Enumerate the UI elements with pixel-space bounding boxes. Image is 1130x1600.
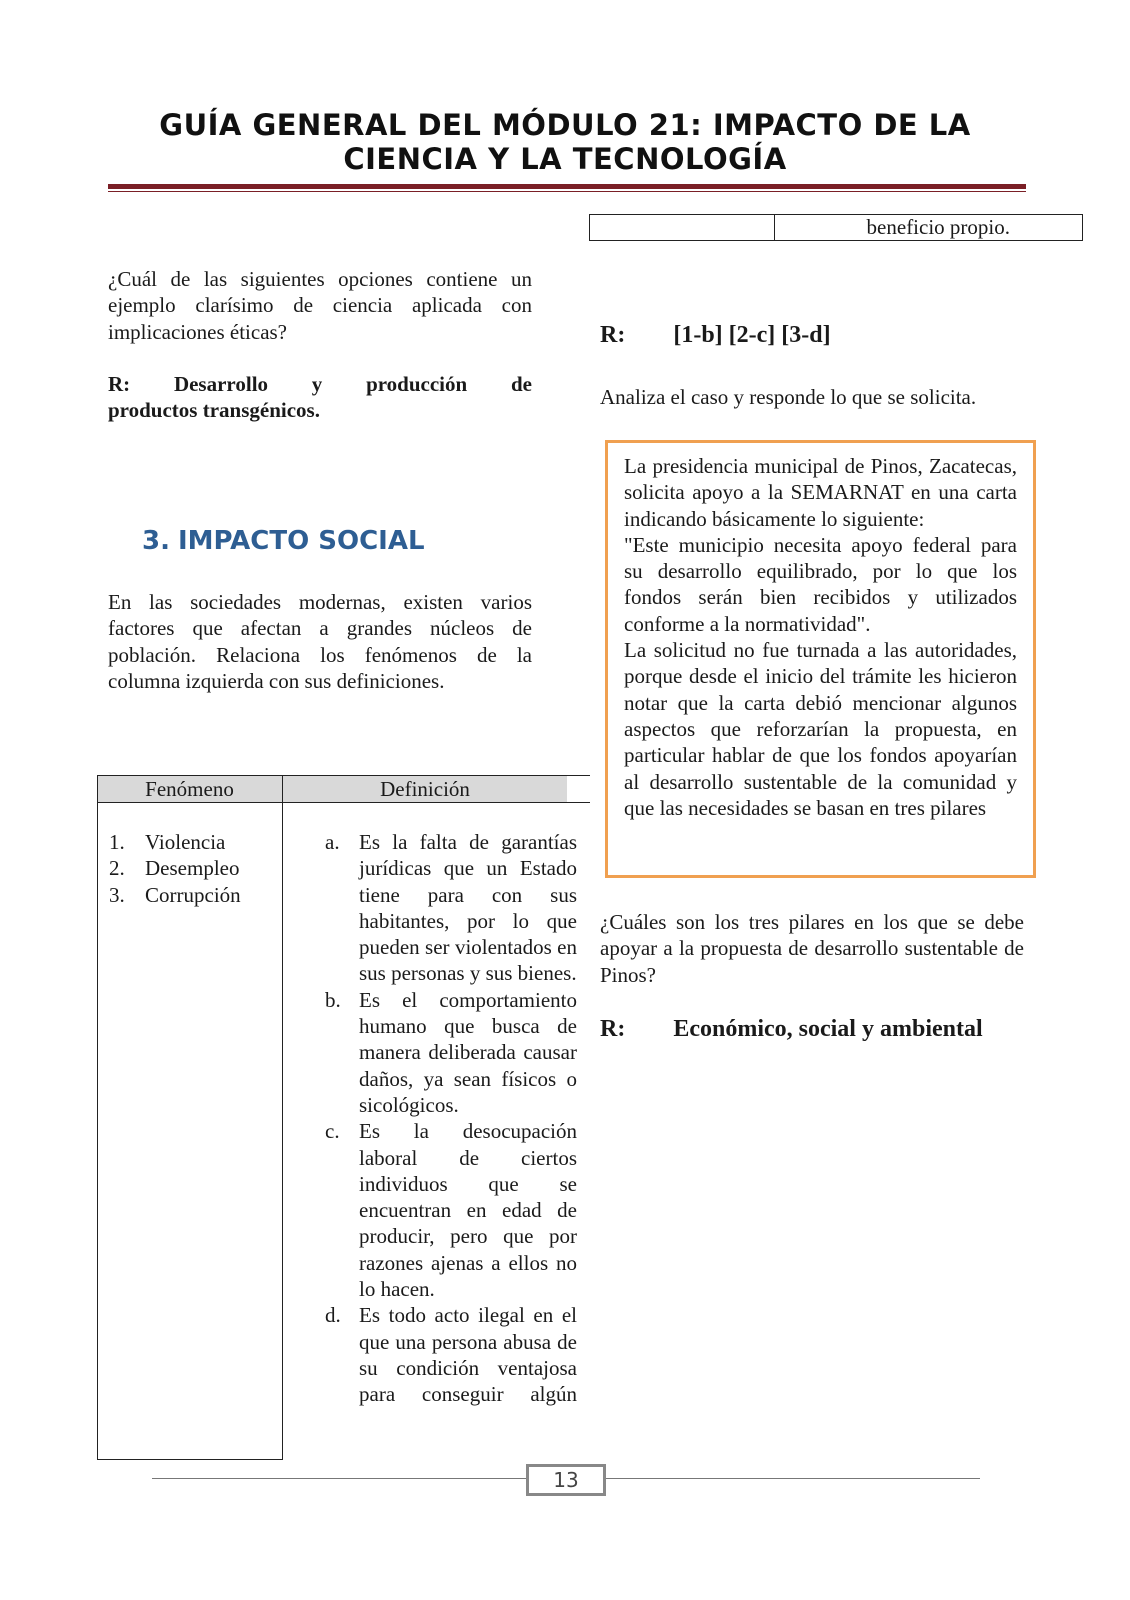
answer-3 [600, 1014, 983, 1044]
header-rule-thick [108, 184, 1026, 189]
list-item: a. Es la falta de garantías jurídicas que un Estado tiene para con sus habitantes, por lo que pueden ser violentados en sus personas y sus bienes. [325, 830, 577, 986]
case-paragraph-1: La presidencia municipal de Pinos, Zacatecas, solicita apoyo a la SEMARNAT en una carta indicando básicamente lo siguiente: [624, 454, 1017, 531]
list-item: 2. Desempleo [109, 856, 240, 881]
answer-2-value: [1-b] [2-c] [3-d] [673, 322, 831, 348]
section-number: 3. [142, 526, 170, 556]
table-cell: beneficio propio. [866, 215, 1010, 239]
question-3: ¿Cuáles son los tres pilares en los que se debe apoyar a la propuesta de desarrollo sustentable de Pinos? [600, 910, 1024, 987]
column-header-fenomeno: Fenómeno [145, 777, 234, 801]
column-header-definicion: Definición [380, 777, 470, 801]
section-heading [142, 526, 425, 556]
list-item: b. Es el comportamiento humano que busca de manera deliberada causar daños, ya sean físicos o sicológicos. [325, 987, 577, 1117]
table-border-left [97, 775, 98, 1460]
answer-3-label: R: [600, 1016, 626, 1042]
list-item: 1. Violencia [109, 830, 226, 854]
table-border-bottom [97, 1459, 283, 1460]
page-number: 13 [526, 1464, 606, 1496]
table-border-header [97, 802, 590, 803]
table-border-top [97, 775, 590, 776]
header-rule-thin [108, 191, 1026, 192]
continued-table-row [589, 214, 1083, 241]
case-paragraph-2: "Este municipio necesita apoyo federal para su desarrollo equilibrado, por lo que los fondos serán bien recibidos y utilizados conforme a la normatividad". [624, 532, 1017, 636]
footer-rule-left [152, 1478, 528, 1479]
list-item: 3. Corrupción [109, 882, 241, 907]
case-paragraph-3: La solicitud no fue turnada a las autoridades, porque desde el inicio del trámite les hicieron notar que la carta debió mencionar algunos aspectos que reforzarían la propuesta, en particular hablar de que los fondos apoyarían al desarrollo sustentable de la comunidad y que las necesidades se basan en tres pilares [624, 638, 1017, 820]
section-title: IMPACTO SOCIAL [177, 526, 425, 556]
definitions-list [325, 829, 577, 1408]
title-line-1: GUÍA GENERAL DEL MÓDULO 21: IMPACTO DE LA [159, 108, 971, 142]
answer-3-value: Económico, social y ambiental [673, 1016, 983, 1042]
phenomena-list [109, 829, 241, 908]
answer-1-line-1: R: Desarrollo y producción de [108, 372, 532, 396]
answer-2 [600, 320, 831, 350]
answer-1-line-2: productos transgénicos. [108, 398, 320, 422]
case-instruction: Analiza el caso y responde lo que se solicita. [600, 385, 977, 409]
case-box [605, 440, 1036, 878]
section-intro: En las sociedades modernas, existen varios factores que afectan a grandes núcleos de población. Relaciona los fenómenos de la columna izquierda con sus definiciones. [108, 590, 532, 693]
relation-table [97, 775, 590, 1460]
table-column-divider [282, 775, 283, 1460]
list-item: c. Es la desocupación laboral de ciertos individuos que se encuentran en edad de producir, pero que por razones ajenas a ellos no lo hacen. [325, 1119, 577, 1302]
title-line-2: CIENCIA Y LA TECNOLOGÍA [343, 142, 787, 176]
answer-1 [108, 371, 532, 423]
page-title [100, 108, 1030, 176]
footer-rule-right [604, 1478, 980, 1479]
table-column-divider [774, 215, 775, 240]
question-1: ¿Cuál de las siguientes opciones contiene un ejemplo clarísimo de ciencia aplicada con implicaciones éticas? [108, 267, 532, 344]
list-item: d. Es todo acto ilegal en el que una persona abusa de su condición ventajosa para conseguir algún [325, 1303, 577, 1407]
answer-2-label: R: [600, 322, 626, 348]
